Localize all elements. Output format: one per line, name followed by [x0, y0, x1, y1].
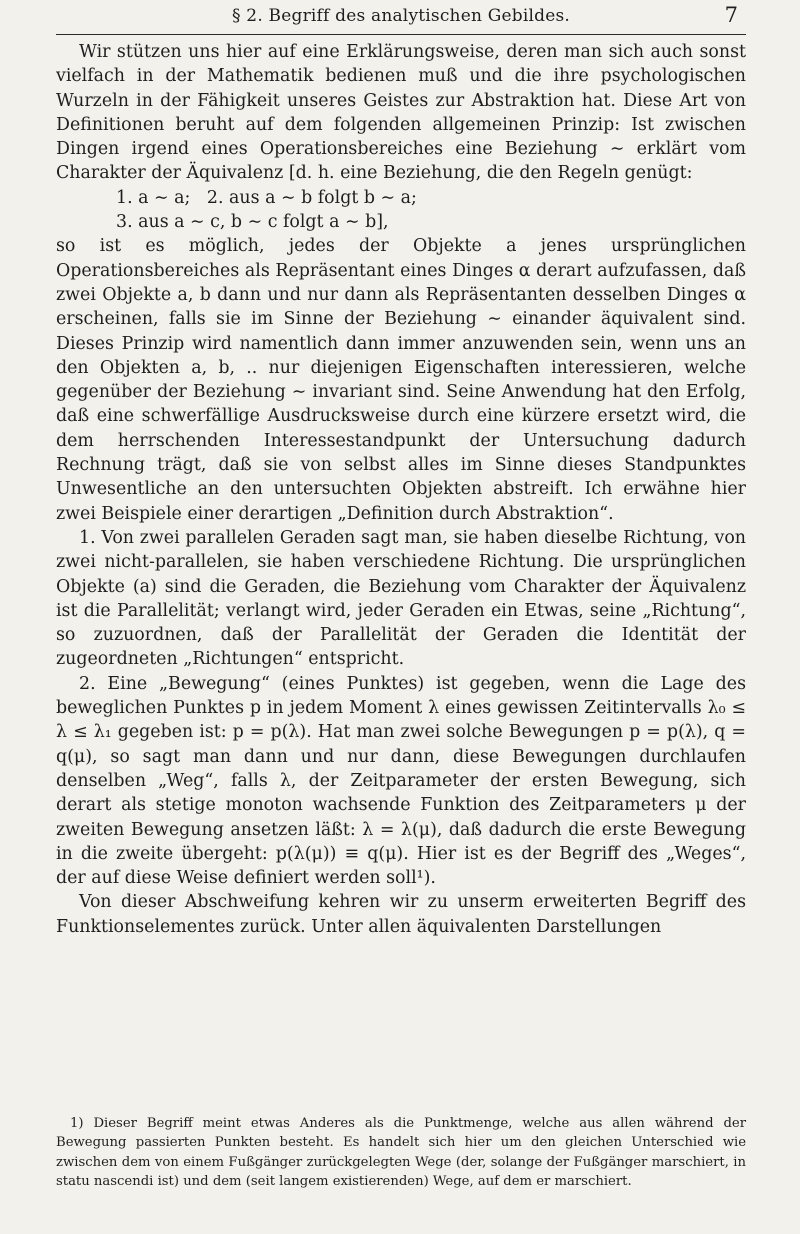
- main-text: [56, 40, 746, 939]
- running-header: [56, 0, 746, 35]
- formula-rule-3: 3. aus a ∼ c, b ∼ c folgt a ∼ b],: [116, 212, 389, 233]
- formula-rules-1-2: 1. a ∼ a; 2. aus a ∼ b folgt b ∼ a;: [116, 187, 417, 208]
- paragraph-principle: so ist es möglich, jedes der Objekte a jenes ursprünglichen Operationsbereiches als Repräsentant eines Dinges α derart aufzufassen, daß zwei Objekte a, b dann und nur dann als Repräsentanten desselben Dinges α erscheinen, falls sie im Sinne der Beziehung ∼ einander äquivalent sind. Dieses Prinzip wird namentlich dann immer anzuwenden sein, wenn uns an den Objekten a, b, .. nur diejenigen Eigenschaften interessieren, welche gegenüber der Beziehung ∼ invariant sind. Seine Anwendung hat den Erfolg, daß eine schwerfällige Ausdrucksweise durch eine kürzere ersetzt wird, die dem herrschenden Interessestandpunkt der Untersuchung dadurch Rechnung trägt, daß sie von selbst alles im Sinne dieses Standpunktes Unwesentliche an den untersuchten Objekten abstreift. Ich erwähne hier zwei Beispiele einer derartigen „Definition durch Abstraktion“.: [56, 236, 746, 524]
- footnote-1: 1) Dieser Begriff meint etwas Anderes als die Punktmenge, welche aus allen während der Bewegung passierten Punkten besteht. Es handelt sich hier um den gleichen Unterschied wie zwischen dem von einem Fußgänger zurückgelegten Wege (der, solange der Fußgänger marschiert, in statu nascendi ist) und dem (seit langem existierenden) Wege, auf dem er marschiert.: [56, 1116, 746, 1189]
- page-number: 7: [724, 3, 738, 27]
- paragraph-example-path: 2. Eine „Bewegung“ (eines Punktes) ist gegeben, wenn die Lage des beweglichen Punktes p in jedem Moment λ eines gewissen Zeitintervalls λ₀ ≤ λ ≤ λ₁ gegeben ist: p = p(λ). Hat man zwei solche Bewegungen p = p(λ), q = q(μ), so sagt man dann und nur dann, diese Bewegungen durchlaufen denselben „Weg“, falls λ, der Zeitparameter der ersten Bewegung, sich derart als stetige monoton wachsende Funktion des Zeitparameters μ der zweiten Bewegung ansetzen läßt: λ = λ(μ), daß dadurch die erste Bewegung in die zweite übergeht: p(λ(μ)) ≡ q(μ). Hier ist es der Begriff des „Weges“, der auf diese Weise definiert werden soll¹).: [56, 673, 746, 889]
- paragraph-intro: Wir stützen uns hier auf eine Erklärungsweise, deren man sich auch sonst vielfach in der Mathematik bedienen muß und die ihre psychologischen Wurzeln in der Fähigkeit unseres Geistes zur Abstraktion hat. Diese Art von Definitionen beruht auf dem folgenden allgemeinen Prinzip: Ist zwischen Dingen irgend eines Operationsbereiches eine Beziehung ∼ erklärt vom Charakter der Äquivalenz [d. h. eine Beziehung, die den Regeln genügt:: [56, 42, 746, 184]
- paragraph-example-direction: 1. Von zwei parallelen Geraden sagt man, sie haben dieselbe Richtung, von zwei nicht-parallelen, sie haben verschiedene Richtung. Die ursprünglichen Objekte (a) sind die Geraden, die Beziehung vom Charakter der Äquivalenz ist die Parallelität; verlangt wird, jeder Geraden ein Etwas, seine „Richtung“, so zuzuordnen, daß der Parallelität der Geraden die Identität der zugeordneten „Richtungen“ entspricht.: [56, 527, 746, 670]
- footnote-area: [56, 1114, 746, 1191]
- paragraph-return: Von dieser Abschweifung kehren wir zu unserm erweiterten Begriff des Funktionselementes zurück. Unter allen äquivalenten Darstellungen: [56, 892, 746, 937]
- section-title: § 2. Begriff des analytischen Gebildes.: [232, 6, 570, 26]
